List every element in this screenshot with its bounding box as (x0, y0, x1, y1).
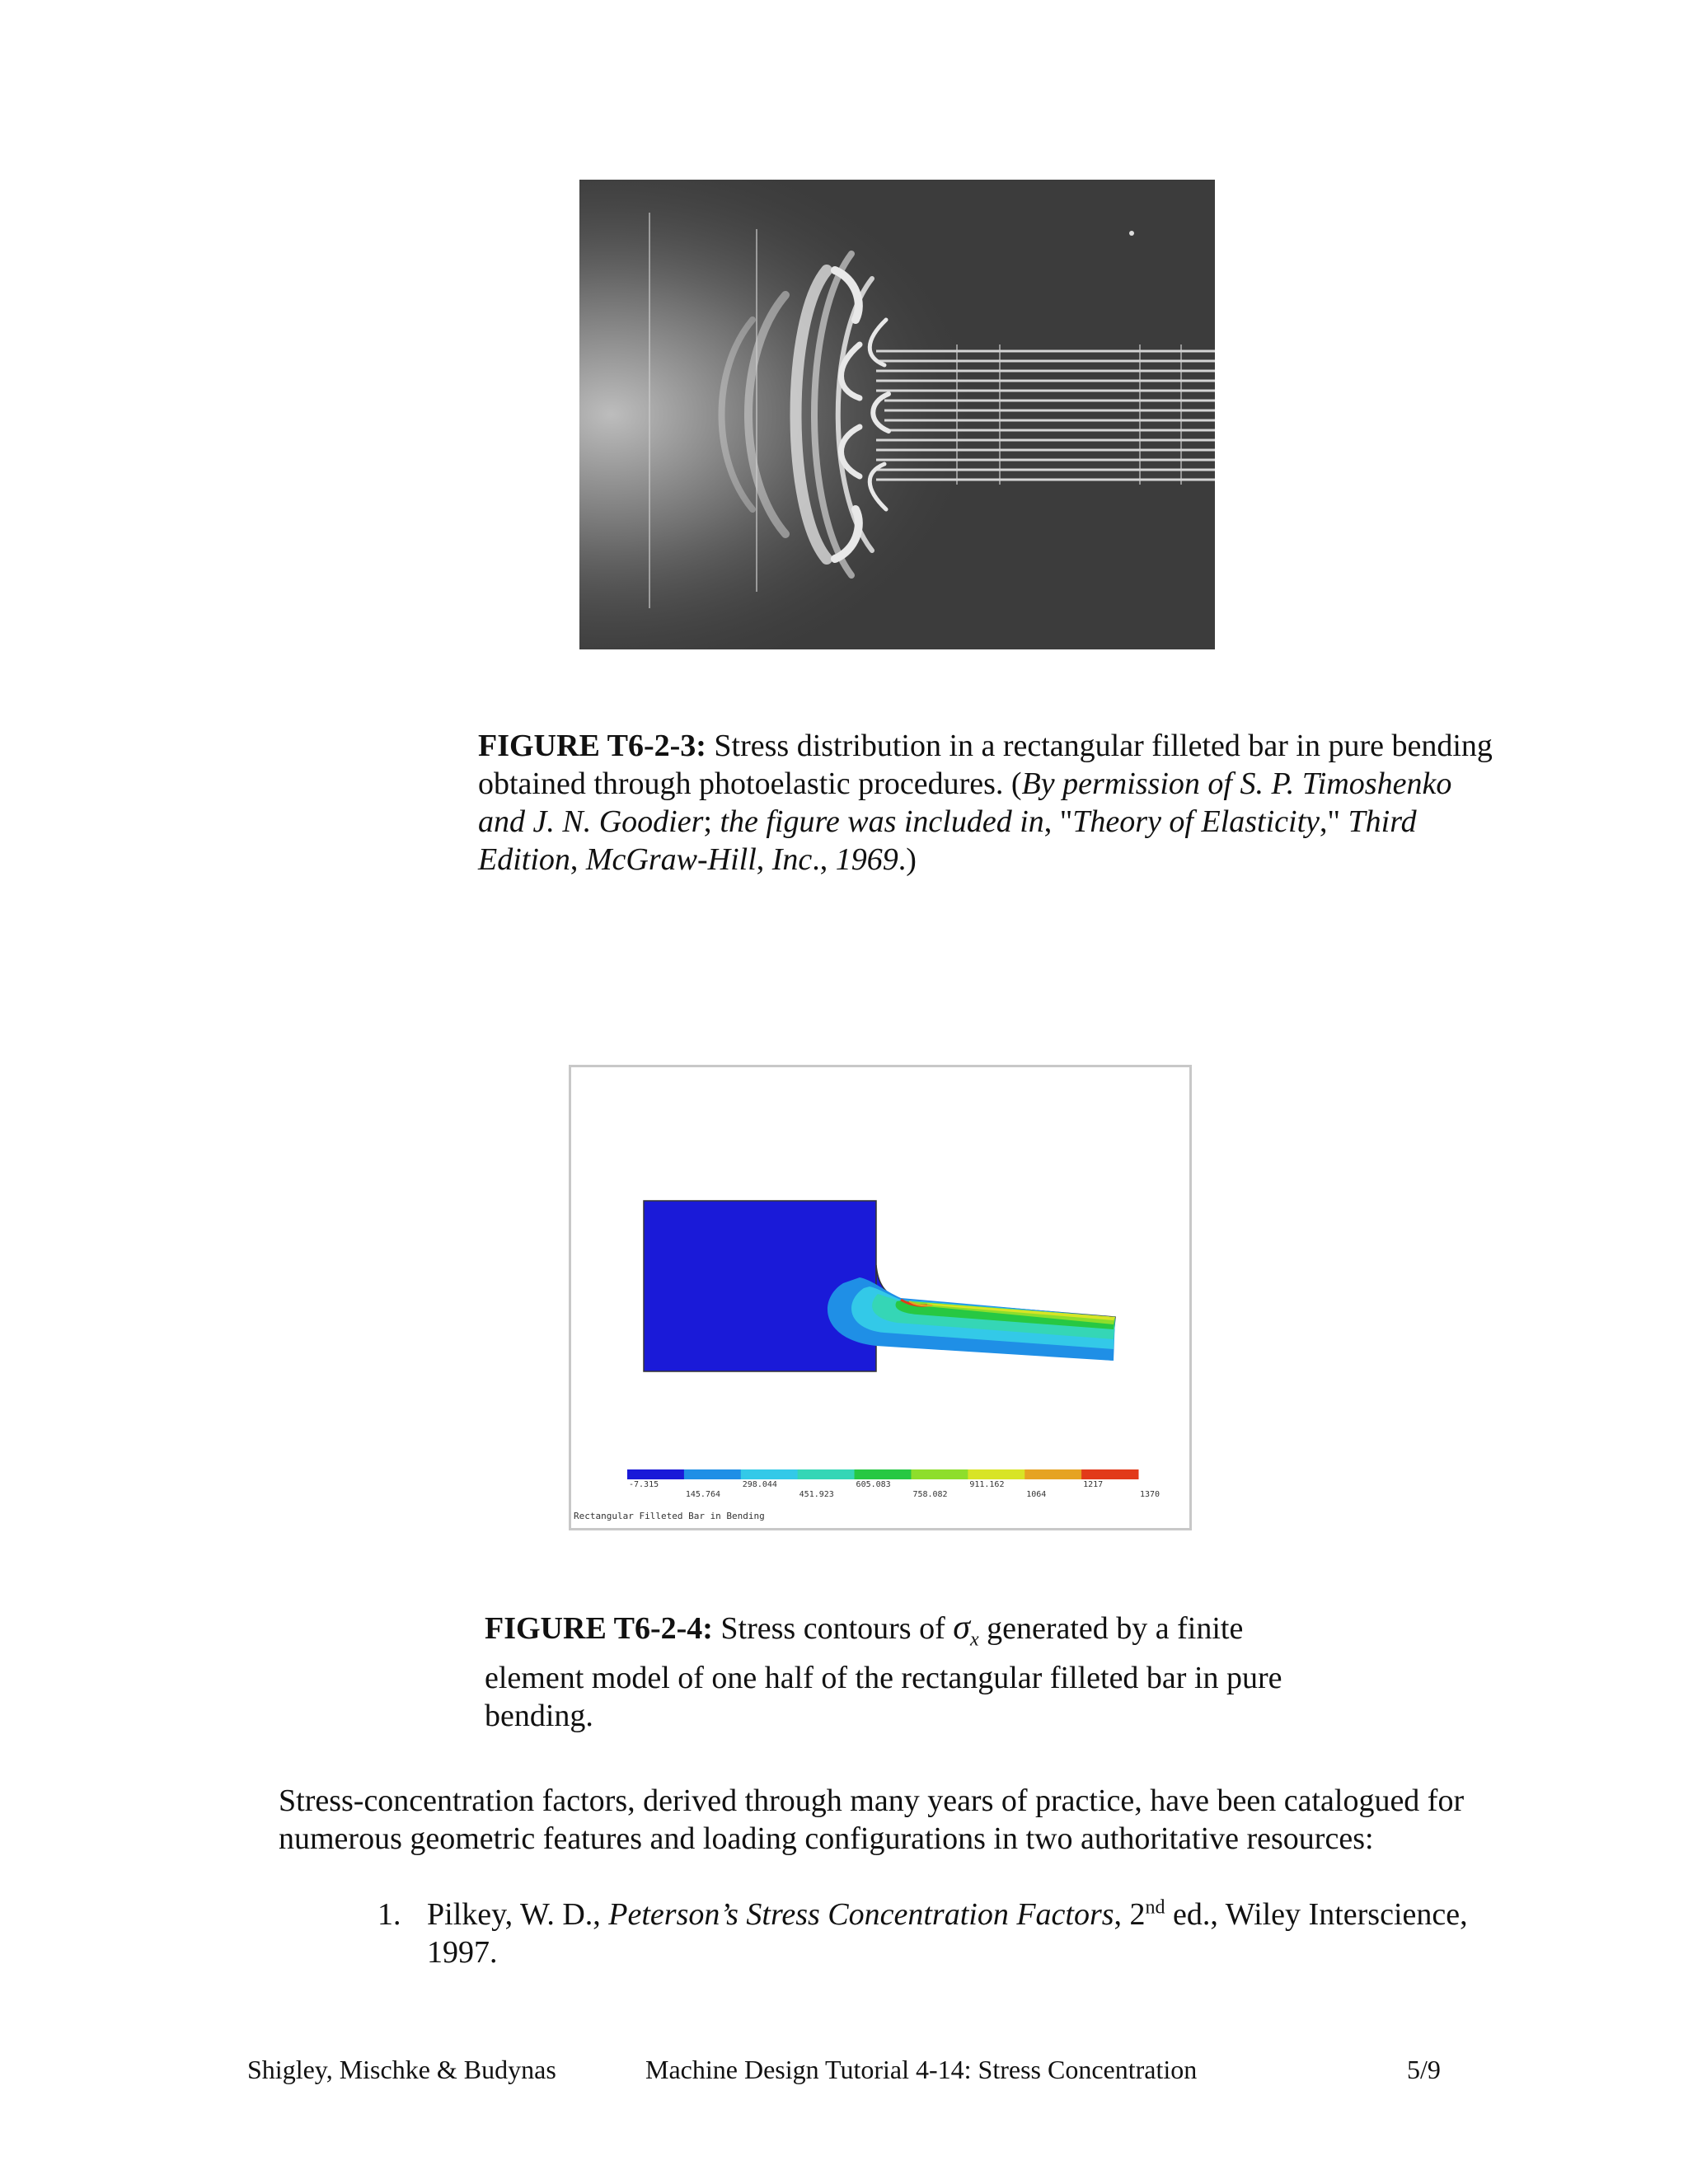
caption-credit: the figure was included in (720, 804, 1044, 839)
caption-publisher-inc: Inc (771, 842, 813, 877)
legend-tick-label: 1370 (1140, 1490, 1160, 1499)
caption-publisher: McGraw-Hill (585, 842, 757, 877)
caption-sep: , (756, 842, 772, 877)
legend-tick-label: 1064 (1026, 1490, 1047, 1499)
figure-label: FIGURE T6-2-4: (485, 1611, 713, 1646)
legend-tick-label: 298.044 (742, 1480, 777, 1489)
fe-contour-figure (569, 1065, 1192, 1530)
caption-year: 1969 (835, 842, 898, 877)
legend-tick-label: -7.315 (629, 1480, 659, 1489)
legend-swatch (1025, 1469, 1081, 1479)
fe-contour-plot (571, 1067, 1189, 1528)
reference-title: Peterson’s Stress Concentration Factors (608, 1897, 1114, 1932)
figure-caption-t6-2-3 (478, 727, 1500, 879)
legend-swatch (684, 1469, 741, 1479)
caption-sep: , (570, 842, 586, 877)
caption-book-title: Theory of Elasticity (1072, 804, 1320, 839)
caption-sep: .) (898, 842, 917, 877)
plot-title: Rectangular Filleted Bar in Bending (574, 1511, 765, 1521)
reference-author: Pilkey, W. D., (427, 1897, 609, 1932)
footer-authors: Shigley, Mischke & Budynas (247, 2055, 556, 2084)
caption-text: Stress distribution in a rectangular filleted bar in pure bending obtained through photoelastic procedures. ( (478, 729, 1493, 801)
legend-tick-label: 451.923 (799, 1490, 834, 1499)
caption-edition: Third Edition (478, 804, 1417, 877)
legend-tick-label: 605.083 (856, 1480, 891, 1489)
figure-label: FIGURE T6-2-3: (478, 729, 706, 763)
sigma-symbol: σ (953, 1609, 970, 1647)
reference-rest: ed., Wiley Interscience, 1997. (427, 1897, 1468, 1970)
caption-text: generated by a finite element model of one half of the rectangular filleted bar in pure bending. (485, 1611, 1282, 1733)
legend-tick-label: 911.162 (969, 1480, 1005, 1489)
legend-swatch (798, 1469, 855, 1479)
legend-swatch (741, 1469, 798, 1479)
footer-title: Machine Design Tutorial 4-14: Stress Concentration (645, 2055, 1198, 2084)
legend-tick-label: 758.082 (912, 1490, 948, 1499)
color-legend-labels-bottom (686, 1490, 1160, 1499)
legend-tick-label: 145.764 (685, 1490, 721, 1499)
color-legend-labels-top (629, 1480, 1103, 1489)
photoelastic-fringe-image (579, 180, 1215, 649)
page-number: 5/9 (1407, 2055, 1441, 2084)
legend-swatch (855, 1469, 912, 1479)
figure-caption-t6-2-4 (485, 1609, 1292, 1735)
reference-edition-suffix: nd (1145, 1896, 1165, 1919)
legend-swatch (627, 1469, 684, 1479)
sigma-subscript: x (969, 1629, 979, 1651)
photoelastic-figure (579, 180, 1215, 649)
caption-credit: By permission of S. P. Timoshenko and J. N. Goodier (478, 766, 1452, 839)
body-paragraph: Stress-concentration factors, derived through many years of practice, have been catalogued for numerous geometric features and loading configurations in two authoritative resources: (279, 1783, 1465, 1856)
legend-swatch (911, 1469, 968, 1479)
caption-text: Stress contours of (712, 1611, 954, 1646)
reference-text (427, 1896, 1482, 1971)
reference-edition: , 2 (1114, 1897, 1146, 1932)
color-legend-bar (627, 1469, 1139, 1479)
caption-sep: ., (812, 842, 836, 877)
caption-sep: , " (1043, 804, 1073, 839)
legend-tick-label: 1217 (1083, 1480, 1104, 1489)
legend-swatch (1081, 1469, 1138, 1479)
reference-number: 1. (377, 1897, 401, 1932)
caption-sep: ," (1320, 804, 1348, 839)
caption-sep: ; (703, 804, 720, 839)
legend-swatch (968, 1469, 1025, 1479)
page-footer (247, 2052, 1442, 2087)
